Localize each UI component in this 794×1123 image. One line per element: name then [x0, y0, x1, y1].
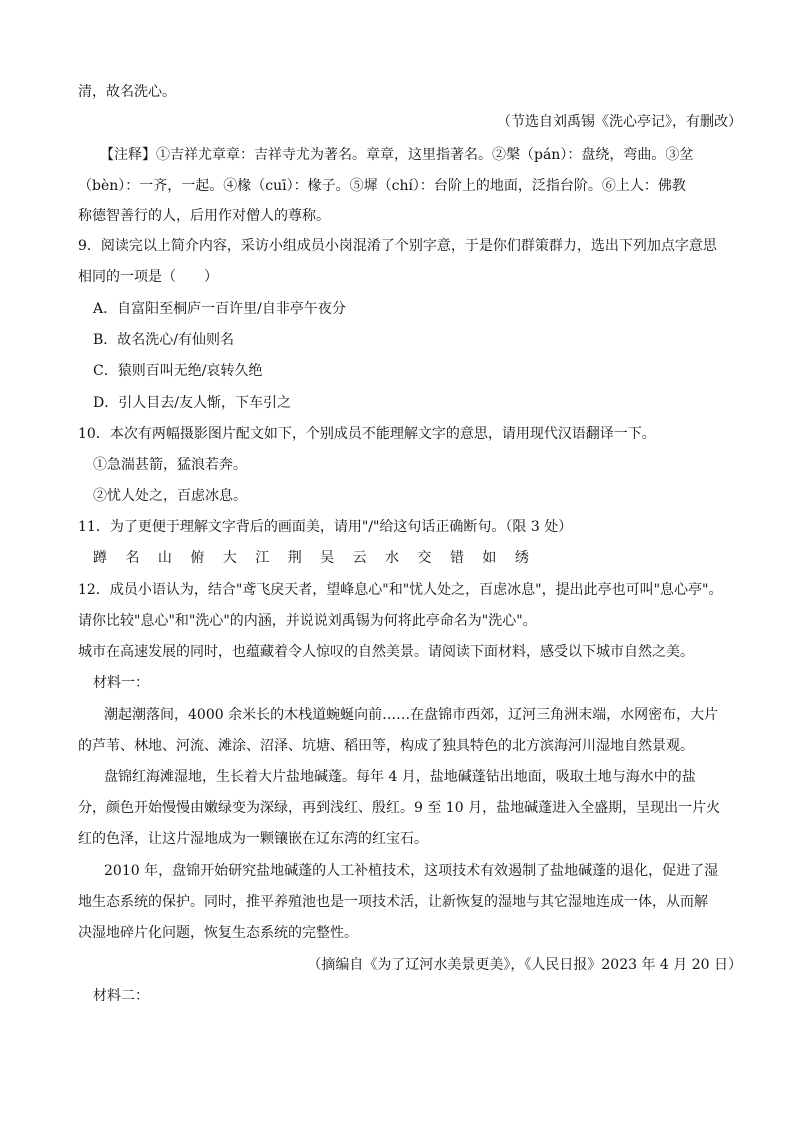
question-11-stem: 11．为了更便于理解文字背后的画面美，请用"/"给这句话正确断句。（限 3 处）: [78, 519, 573, 535]
passage-last-line: 清，故名洗心。: [78, 84, 176, 100]
question-10-sentence-2: ②忧人处之，百虑冰息。: [93, 488, 247, 504]
material-one-p3-line-1: 2010 年，盘锦开始研究盐地碱蓬的人工补植技术，这项技术有效遏制了盐地碱蓬的退化，促进了湿: [104, 863, 719, 879]
question-9-stem: 9．阅读完以上简介内容，采访小组成员小岗混淆了个别字意，于是你们群策群力，选出下列加点字意思: [78, 238, 717, 254]
material-one-p2-line-3: 红的色泽，让这片湿地成为一颗镶嵌在辽东湾的红宝石。: [78, 831, 428, 847]
question-12-stem: 12．成员小语认为，结合"鸢飞戾天者，望峰息心"和"忧人处之，百虑冰息"，提出此亭也可叫"息心亭"。: [78, 582, 723, 598]
material-one-p1-line-1: 潮起潮落间，4000 余米长的木栈道蜿蜒向前……在盘锦市西郊，辽河三角洲末端，水网密布，大片: [104, 707, 719, 723]
material-two-heading: 材料二：: [93, 988, 149, 1004]
question-10-stem: 10．本次有两幅摄影图片配文如下，个别成员不能理解文字的意思，请用现代汉语翻译一下。: [78, 426, 656, 442]
material-one-p3-line-2: 地生态系统的保护。同时，推平养殖池也是一项技术活，让新恢复的湿地与其它湿地连成一体，从而解: [78, 894, 708, 910]
material-one-source: （摘编自《为了辽河水美景更美》，《人民日报》2023 年 4 月 20 日）: [307, 957, 742, 973]
question-11-sentence: 蹲 名 山 俯 大 江 荆 吴 云 水 交 错 如 绣: [93, 550, 536, 566]
question-10-sentence-1: ①急湍甚箭，猛浪若奔。: [93, 457, 247, 473]
material-one-p2-line-1: 盘锦红海滩湿地，生长着大片盐地碱蓬。每年 4 月，盐地碱蓬钻出地面，吸取土地与海水中的盐: [104, 769, 696, 785]
material-one-p1-line-2: 的芦苇、林地、河流、滩涂、沼泽、坑塘、稻田等，构成了独具特色的北方滨海河川湿地自然景观。: [78, 738, 694, 754]
annotation-line-3: 称德智善行的人，后用作对僧人的尊称。: [78, 208, 330, 224]
question-9-option-b: B．故名洗心/有仙则名: [93, 332, 235, 348]
question-9-option-d: D．引人目去/友人惭，下车引之: [93, 395, 291, 411]
reading-intro: 城市在高速发展的同时，也蕴藏着令人惊叹的自然美景。请阅读下面材料，感受以下城市自然之美。: [78, 644, 694, 660]
question-9-option-c: C．猿则百叫无绝/哀转久绝: [93, 363, 263, 379]
material-one-heading: 材料一：: [93, 675, 149, 691]
question-12-stem-cont: 请你比较"息心"和"洗心"的内涵，并说说刘禹锡为何将此亭命名为"洗心"。: [78, 613, 537, 629]
question-9-stem-cont: 相同的一项是（ ）: [78, 269, 218, 285]
annotation-line-2: （bèn）：一齐，一起。④椽（cuī）：椽子。⑤墀（chí）：台阶上的地面，泛指台阶。⑥上人：佛教: [78, 178, 686, 194]
annotation-line-1: 【注释】①吉祥尤章章：吉祥寺尤为著名。章章，这里指著名。②槃（pán）：盘绕，弯曲。③坌: [100, 147, 694, 163]
source-citation: （节选自刘禹锡《洗心亭记》，有删改）: [497, 114, 742, 130]
material-one-p3-line-3: 决湿地碎片化问题，恢复生态系统的完整性。: [78, 925, 358, 941]
question-9-option-a: A．自富阳至桐庐一百许里/自非亭午夜分: [93, 301, 346, 317]
material-one-p2-line-2: 分，颜色开始慢慢由嫩绿变为深绿，再到浅红、殷红。9 至 10 月，盐地碱蓬进入全盛期，呈现出一片火: [78, 800, 721, 816]
